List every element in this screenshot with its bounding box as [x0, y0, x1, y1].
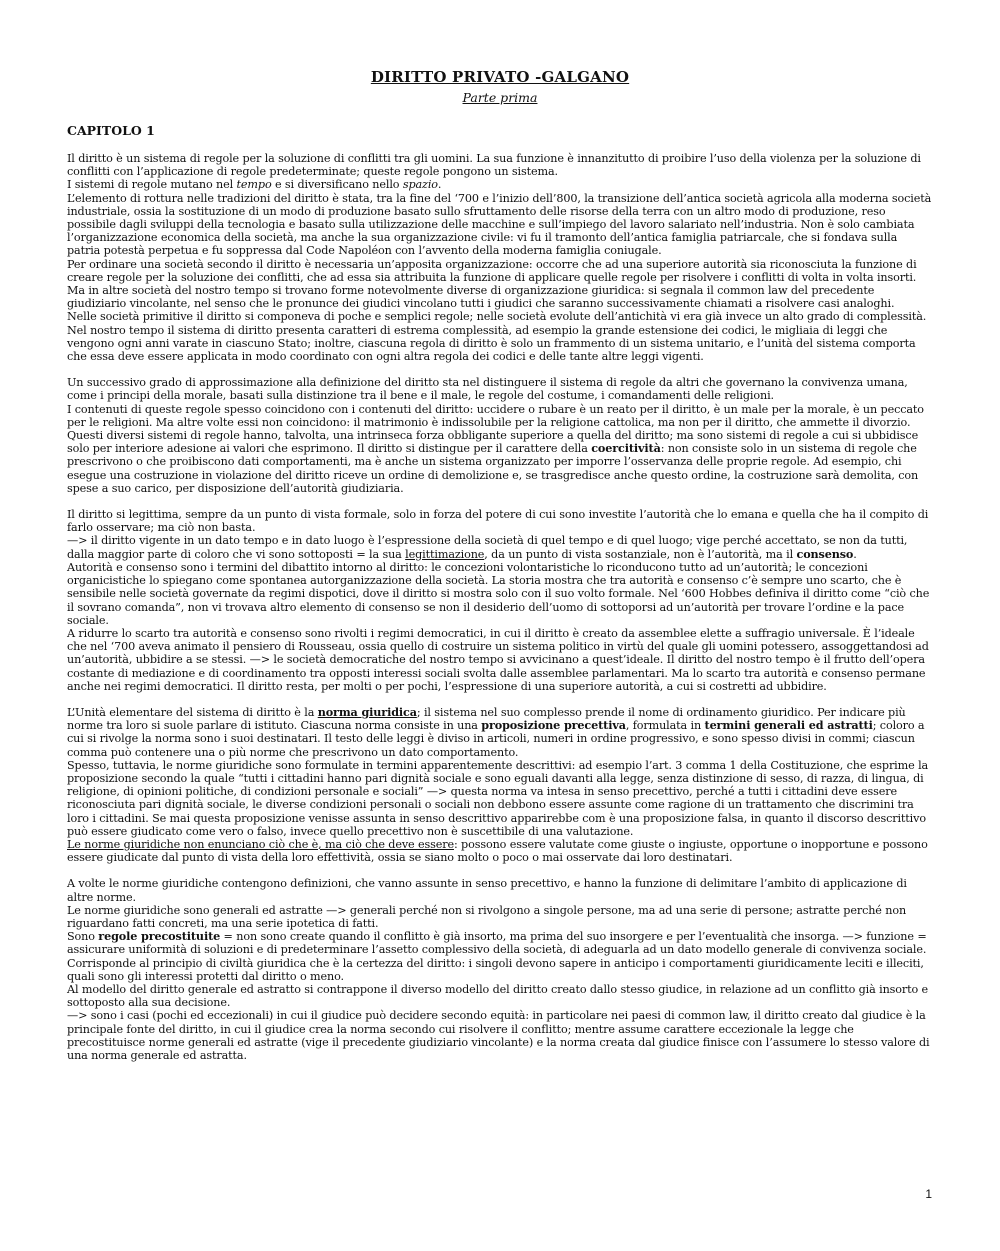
- paragraph: Il diritto è un sistema di regole per la soluzione di conflitti tra gli uomini. La sua funzione è innanzitutto di proibire l’uso della violenza per la soluzione di conflitti con l’applicazione di regole predeterminate; queste regole pongono un sistema.: [67, 152, 921, 179]
- underlined-term: Le norme giuridiche non enunciano ciò che è, ma ciò che deve essere: [67, 837, 454, 851]
- bold-term: termini generali ed astratti: [704, 718, 873, 733]
- paragraph: Nelle società primitive il diritto si componeva di poche e semplici regole; nelle società evolute dell’antichità vi era già invece un alto grado di complessità.: [67, 310, 927, 324]
- paragraph: L’elemento di rottura nelle tradizioni del diritto è stata, tra la fine del ‘700 e l’inizio dell’800, la transizione dell’antica società agricola alla moderna società industriale, ossia la sostituzione di un modo di produzione basato sullo sfruttamento delle risorse della terra con un altro modo di produzione, reso possibile dagli sviluppi della tecnologia e basato sulla utilizzazione delle macchine e sull’impiego del lavoro salariato nell’industria. Non è solo cambiata l’organizzazione economica della società, ma anche la sua organizzazione civile: vi fu il tramonto dell’antica famiglia patriarcale, che si fondava sulla patria potestà perpetua e fu soppressa dal Code Napoléon con l’avvento della moderna famiglia coniugale.: [67, 191, 932, 258]
- chapter-heading: CAPITOLO 1: [67, 123, 155, 138]
- paragraph-gap: [67, 495, 933, 508]
- bold-term: consenso: [796, 546, 854, 561]
- bold-term: proposizione precettiva: [481, 718, 626, 733]
- bold-term: coercitività: [591, 441, 661, 456]
- paragraph: Questi diversi sistemi di regole hanno, talvolta, una intrinseca forza obbligante superiore a quella del diritto; ma sono sistemi di regole a cui si ubbidisce solo per interiore adesione ai valori che esprimono. Il diritto si distingue per il carattere della coercitività: non consiste solo in un sistema di regole che prescrivono o che proibiscono dati comportamenti, ma è anche un sistema organizzato per imporre l’osservanza delle proprie regole. Ad esempio, chi esegue una costruzione in violazione del diritto riceve un ordine di demolizione e, se trasgredisce anche questo ordine, la costruzione sarà demolita, con spese a suo carico, per disposizione dell’autorità giudiziaria.: [67, 429, 919, 495]
- paragraph: A ridurre lo scarto tra autorità e consenso sono rivolti i regimi democratici, in cui il diritto è creato da assemblee elette a suffragio universale. È l’ideale che nel ‘700 aveva animato il pensiero di Rousseau, ossia quello di costruire un sistema politico in virtù del quale gli uomini potessero, assoggettandosi ad un’autorità, ubbidire a se stessi. —> le società democratiche del nostro tempo si avvicinano a quest’ideale. Il diritto del nostro tempo è il frutto dell’opera costante di mediazione e di coordinamento tra opposti interessi sociali svolta dalle assemblee parlamentari. Ma lo scarto tra autorità e consenso permane anche nei regimi democratici. Il diritto resta, per molti o per pochi, l’espressione di una superiore autorità, a cui si costretti ad ubbidire.: [67, 626, 929, 693]
- paragraph: Il diritto si legittima, sempre da un punto di vista formale, solo in forza del potere di cui sono investite l’autorità che lo emana e quella che ha il compito di farlo osservare; ma ciò non basta.: [67, 508, 929, 535]
- paragraph: Un successivo grado di approssimazione alla definizione del diritto sta nel distinguere il sistema di regole da altri che governano la convivenza umana, come i principi della morale, basati sulla distinzione tra il bene e il male, le regole del costume, i comandamenti delle religioni.: [67, 376, 908, 403]
- paragraph: Sono regole precostituite = non sono create quando il conflitto è già insorto, ma prima del suo insorgere e per l’eventualità che insorga. —> funzione = assicurare uniformità di soluzioni e di predeterminare l’assetto complessivo della società, di adeguarla ad un dato modello generale di convivenza sociale. Corrisponde al principio di civiltà giuridica che è la certezza del diritto: i singoli devono sapere in anticipo i comportamenti giuridicamente leciti e illeciti, quali sono gli interessi protetti dal diritto o meno.: [67, 929, 927, 983]
- paragraph: Spesso, tuttavia, le norme giuridiche sono formulate in termini apparentemente descrittivi: ad esempio l’art. 3 comma 1 della Costituzione, che esprime la proposizione secondo la quale “tutti i cittadini hanno pari dignità sociale e sono eguali davanti alla legge, senza distinzione di sesso, di razza, di lingua, di religione, di opinioni politiche, di condizioni personale e sociali” —> questa norma va intesa in senso precettivo, perché a tutti i cittadini deve essere riconosciuta pari dignità sociale, le diverse condizioni personali o sociali non debbono essere assunte come ragione di un trattamento che discrimini tra loro i cittadini. Se mai questa proposizione venisse assunta in senso descrittivo apparirebbe com è una proposizione falsa, in quanto il discorso descrittivo può essere giudicato come vero o falso, invece quello precettivo non è suscettibile di una valutazione.: [67, 758, 929, 838]
- document-subtitle: Parte prima: [462, 90, 538, 105]
- paragraph: Al modello del diritto generale ed astratto si contrappone il diverso modello del diritto creato dallo stesso giudice, in relazione ad un conflitto già insorto e sottoposto alla sua decisione.: [67, 982, 929, 1010]
- paragraph-gap: [67, 864, 933, 877]
- document-body: [67, 152, 933, 1062]
- paragraph: I sistemi di regole mutano nel tempo e si diversificano nello spazio.: [67, 178, 442, 192]
- paragraph: —> il diritto vigente in un dato tempo e in dato luogo è l’espressione della società di quel tempo e di quel luogo; vige perché accettato, se non da tutti, dalla maggior parte di coloro che vi sono sottoposti = la sua legittimazione, da un punto di vista sostanziale, non è l’autorità, ma il consenso.: [67, 534, 908, 561]
- paragraph: I contenuti di queste regole spesso coincidono con i contenuti del diritto: uccidere o rubare è un reato per il diritto, è un male per la morale, è un peccato per le religioni. Ma altre volte essi non coincidono: il matrimonio è indissolubile per la religione cattolica, ma non per il diritto, che ammette il divorzio.: [67, 402, 924, 429]
- paragraph: Ma in altre società del nostro tempo si trovano forme notevolmente diverse di organizzazione giuridica: si segnala il common law del precedente giudiziario vincolante, nel senso che le pronunce dei giudici vincolano tutti i giudici che saranno successivamente chiamati a risolvere casi analoghi.: [67, 284, 895, 311]
- paragraph-gap: [67, 363, 933, 376]
- paragraph: A volte le norme giuridiche contengono definizioni, che vanno assunte in senso precettivo, e hanno la funzione di delimitare l’ambito di applicazione di altre norme.: [67, 877, 907, 904]
- paragraph: Autorità e consenso sono i termini del dibattito intorno al diritto: le concezioni volontaristiche lo riconducono tutto ad un’autorità; le concezioni organicistiche lo spiegano come spontanea autorganizzazione della società. La storia mostra che tra autorità e consenso c’è sempre uno scarto, che è sensibile nelle società governate da regimi dispotici, dove il diritto si mostra solo con il suo volto formale. Nel ‘600 Hobbes definiva il diritto come “ciò che il sovrano comanda”, non vi trovava altro elemento di consenso se non il desiderio dell’uomo di sottoporsi ad un’autorità per trovare l’ordine e la pace sociale.: [67, 560, 930, 627]
- underlined-term: legittimazione: [405, 547, 485, 561]
- paragraph: Le norme giuridiche non enunciano ciò che è, ma ciò che deve essere: possono essere valutate come giuste o ingiuste, opportune o inopportune e possono essere giudicate dal punto di vista della loro effettività, ossia se siano molto o poco o mai osservate dai loro destinatari.: [67, 837, 928, 865]
- paragraph-gap: [67, 693, 933, 706]
- paragraph: —> sono i casi (pochi ed eccezionali) in cui il giudice può decidere secondo equità: in particolare nei paesi di common law, il diritto creato dal giudice è la principale fonte del diritto, in cui il giudice crea la norma secondo cui risolvere il conflitto; mentre assume carattere eccezionale la legge che precostituisce norme generali ed astratte (vige il precedente giudiziario vincolante) e la norma creata dal giudice finisce con l’assumere lo stesso valore di una norma generale ed astratta.: [67, 1009, 930, 1062]
- bold-underlined-term: norma giuridica: [317, 704, 417, 719]
- document-title: DIRITTO PRIVATO -GALGANO: [370, 68, 630, 86]
- paragraph: Le norme giuridiche sono generali ed astratte —> generali perché non si rivolgono a singole persone, ma ad una serie di persone; astratte perché non riguardano fatti concreti, ma una serie ipotetica di fatti.: [67, 903, 907, 930]
- paragraph: Per ordinare una società secondo il diritto è necessaria un’apposita organizzazione: occorre che ad una superiore autorità sia riconosciuta la funzione di creare regole per la soluzione dei conflitti, che ad essa sia attribuita la funzione di applicare quelle regole per risolvere i conflitti di volta in volta insorti.: [67, 257, 917, 284]
- paragraph: L’Unità elementare del sistema di diritto è la norma giuridica; il sistema nel suo complesso prende il nome di ordinamento giuridico. Per indicare più norme tra loro si suole parlare di istituto. Ciascuna norma consiste in una proposizione precettiva, formulata in termini generali ed astratti; coloro a cui si rivolge la norma sono i suoi destinatari. Il testo delle leggi è diviso in articoli, numeri in ordine progressivo, e sono spesso divisi in commi; ciascun comma può contenere una o più norme che prescrivono un dato comportamento.: [67, 704, 925, 759]
- page-number: 1: [925, 1187, 932, 1201]
- bold-term: regole precostituite: [98, 929, 221, 944]
- paragraph: Nel nostro tempo il sistema di diritto presenta caratteri di estrema complessità, ad esempio la grande estensione dei codici, le migliaia di leggi che vengono ogni anni varate in ciascuno Stato; inoltre, ciascuna regola di diritto è solo un frammento di un sistema unitario, e l’unità del sistema comporta che essa deve essere applicata in modo coordinato con ogni altra regola dei codici e delle tante altre leggi vigenti.: [67, 323, 916, 364]
